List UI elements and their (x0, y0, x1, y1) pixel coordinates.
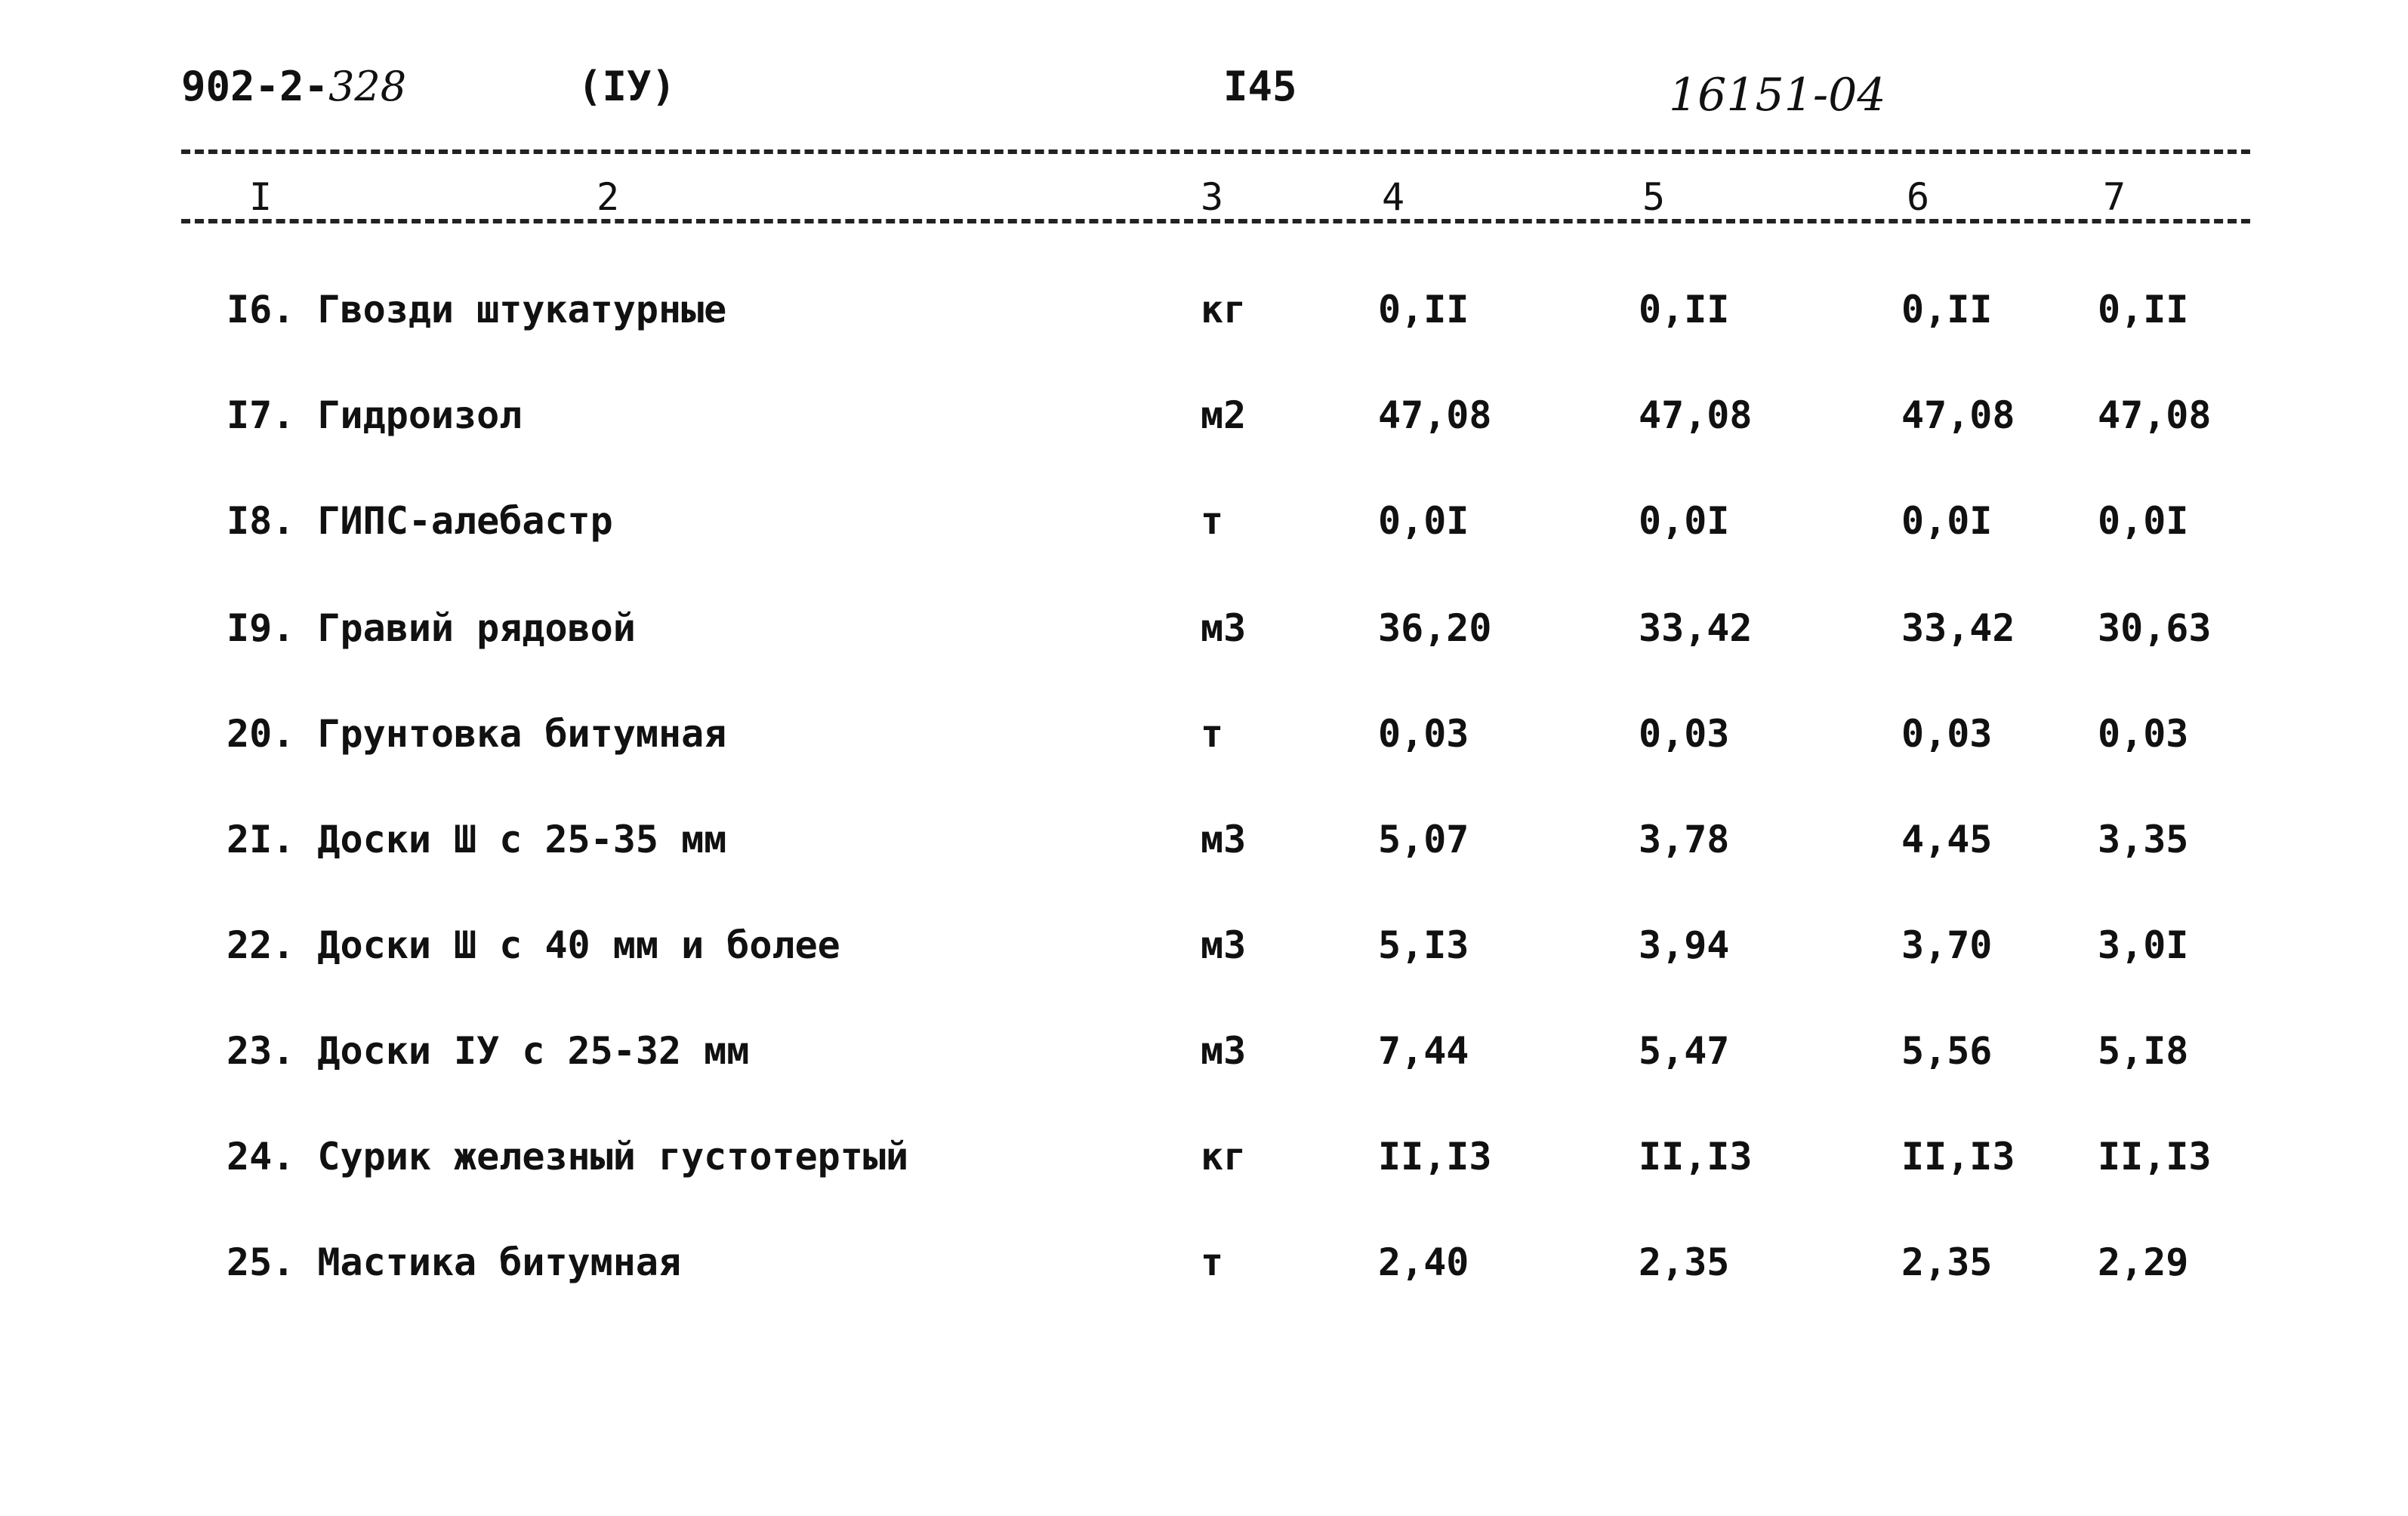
value-col-7: 2,29 (2098, 1240, 2189, 1284)
value-col-6: 0,II (1901, 288, 1993, 331)
material-name: 25. Мастика битумная (227, 1240, 682, 1284)
material-name: 2I. Доски Ш с 25-35 мм (227, 818, 727, 861)
column-number-4: 4 (1382, 175, 1405, 219)
table-row (0, 1126, 2408, 1187)
value-col-5: 33,42 (1639, 606, 1753, 650)
series-code (181, 63, 407, 110)
value-col-7: 47,08 (2098, 393, 2212, 437)
value-col-4: 2,40 (1378, 1240, 1469, 1284)
value-col-7: 0,II (2098, 288, 2189, 331)
table-row (0, 1021, 2408, 1081)
page-number: I45 (1223, 63, 1297, 110)
value-col-4: 5,07 (1378, 818, 1469, 861)
value-col-7: 0,0I (2098, 499, 2189, 543)
unit: м3 (1201, 923, 1247, 967)
value-col-7: II,I3 (2098, 1135, 2212, 1179)
value-col-5: 3,94 (1639, 923, 1730, 967)
column-number-1: I (249, 175, 273, 219)
value-col-7: 3,35 (2098, 818, 2189, 861)
column-header-divider (181, 219, 2250, 223)
column-number-7: 7 (2103, 175, 2126, 219)
value-col-4: II,I3 (1378, 1135, 1492, 1179)
value-col-5: 0,II (1639, 288, 1730, 331)
unit: кг (1201, 1135, 1247, 1179)
unit: т (1201, 499, 1224, 543)
value-col-5: 5,47 (1639, 1029, 1730, 1073)
value-col-6: II,I3 (1901, 1135, 2015, 1179)
value-col-6: 0,0I (1901, 499, 1993, 543)
value-col-6: 2,35 (1901, 1240, 1993, 1284)
unit: м3 (1201, 606, 1247, 650)
table-row (0, 598, 2408, 658)
value-col-4: 47,08 (1378, 393, 1492, 437)
unit: т (1201, 1240, 1224, 1284)
column-number-6: 6 (1907, 175, 1930, 219)
table-row (0, 704, 2408, 764)
material-name: 24. Сурик железный густотертый (227, 1135, 909, 1179)
value-col-5: 0,03 (1639, 712, 1730, 756)
unit: м2 (1201, 393, 1247, 437)
material-name: I6. Гвозди штукатурные (227, 288, 727, 331)
document-code: 16151-04 (1669, 69, 1886, 122)
value-col-6: 33,42 (1901, 606, 2015, 650)
value-col-6: 5,56 (1901, 1029, 1993, 1073)
value-col-5: 3,78 (1639, 818, 1730, 861)
value-col-6: 3,70 (1901, 923, 1993, 967)
series-prefix: 902-2- (181, 63, 329, 110)
column-number-5: 5 (1642, 175, 1666, 219)
value-col-5: 0,0I (1639, 499, 1730, 543)
value-col-7: 5,I8 (2098, 1029, 2189, 1073)
material-name: 22. Доски Ш с 40 мм и более (227, 923, 840, 967)
material-name: 20. Грунтовка битумная (227, 712, 727, 756)
value-col-4: 0,03 (1378, 712, 1469, 756)
value-col-7: 3,0I (2098, 923, 2189, 967)
value-col-6: 47,08 (1901, 393, 2015, 437)
unit: м3 (1201, 818, 1247, 861)
series-handwritten: 328 (328, 63, 407, 110)
material-name: I9. Гравий рядовой (227, 606, 636, 650)
unit: кг (1201, 288, 1247, 331)
material-name: I7. Гидроизол (227, 393, 523, 437)
table-row (0, 279, 2408, 340)
value-col-4: 0,II (1378, 288, 1469, 331)
table-row (0, 385, 2408, 445)
table-row (0, 915, 2408, 975)
table-row (0, 1232, 2408, 1293)
table-row (0, 809, 2408, 870)
table-row (0, 491, 2408, 551)
unit: т (1201, 712, 1224, 756)
value-col-5: 2,35 (1639, 1240, 1730, 1284)
value-col-4: 36,20 (1378, 606, 1492, 650)
volume-label: (IУ) (578, 63, 677, 110)
value-col-4: 7,44 (1378, 1029, 1469, 1073)
value-col-5: 47,08 (1639, 393, 1753, 437)
material-name: 23. Доски IУ с 25-32 мм (227, 1029, 750, 1073)
material-name: I8. ГИПС-алебастр (227, 499, 613, 543)
unit: м3 (1201, 1029, 1247, 1073)
value-col-4: 5,I3 (1378, 923, 1469, 967)
value-col-5: II,I3 (1639, 1135, 1753, 1179)
value-col-7: 0,03 (2098, 712, 2189, 756)
column-number-3: 3 (1201, 175, 1224, 219)
value-col-6: 0,03 (1901, 712, 1993, 756)
value-col-6: 4,45 (1901, 818, 1993, 861)
column-number-2: 2 (597, 175, 620, 219)
value-col-7: 30,63 (2098, 606, 2212, 650)
header-divider (181, 149, 2250, 154)
value-col-4: 0,0I (1378, 499, 1469, 543)
